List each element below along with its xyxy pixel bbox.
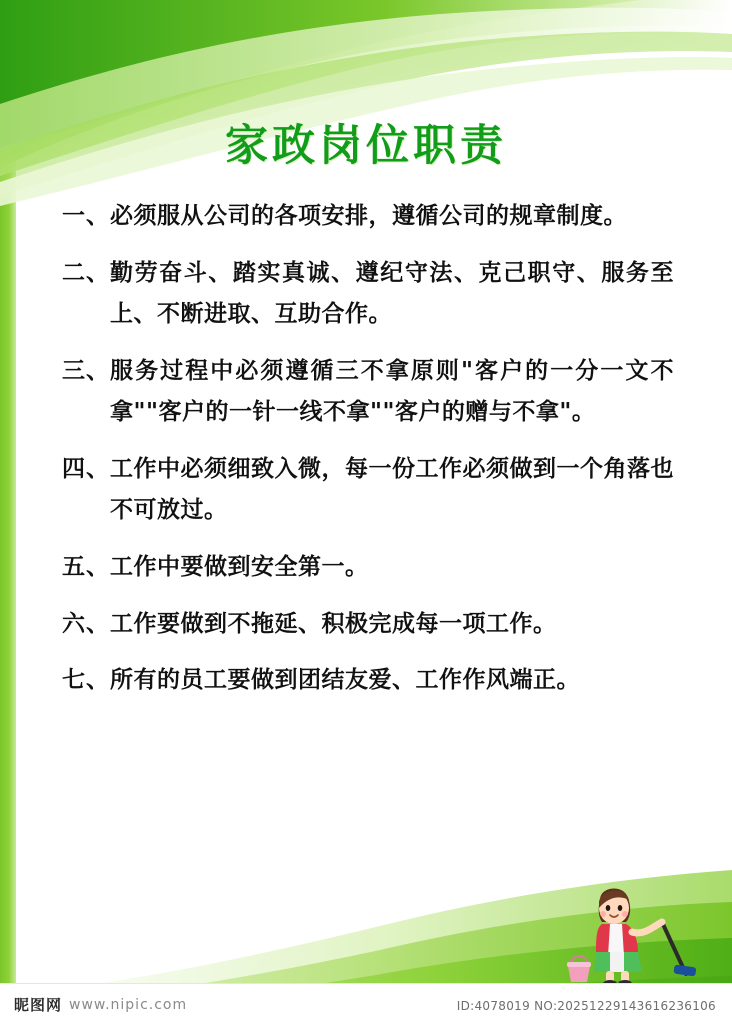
list-item bbox=[62, 351, 674, 433]
list-item-number: 五、 bbox=[62, 553, 110, 580]
bucket-icon bbox=[567, 956, 591, 982]
list-item-number: 六、 bbox=[62, 610, 110, 637]
list-item-text: 必须服从公司的各项安排，遵循公司的规章制度。 bbox=[110, 203, 627, 229]
watermark bbox=[14, 994, 187, 1015]
list-item-text: 所有的员工要做到团结友爱、工作作风端正。 bbox=[110, 667, 580, 694]
list-item-number: 三、 bbox=[62, 357, 110, 384]
list-item bbox=[62, 660, 674, 701]
responsibility-list bbox=[62, 196, 674, 717]
list-item bbox=[62, 253, 674, 335]
maid-cleaning-illustration bbox=[566, 878, 696, 988]
page-title: 家政岗位职责 bbox=[225, 121, 507, 171]
list-item-number: 四、 bbox=[62, 455, 110, 482]
list-item-text: 工作中必须细致入微，每一份工作必须做到一个角落也不可放过。 bbox=[110, 455, 674, 523]
list-item-number: 一、 bbox=[62, 203, 110, 229]
list-item-text: 工作要做到不拖延、积极完成每一项工作。 bbox=[110, 610, 557, 637]
watermark-url: www.nipic.com bbox=[69, 996, 188, 1013]
list-item bbox=[62, 196, 674, 237]
list-item-text: 服务过程中必须遵循三不拿原则"客户的一分一文不拿""客户的一针一线不拿""客户的赠与不拿"。 bbox=[110, 357, 674, 425]
list-item bbox=[62, 604, 674, 645]
top-green-wave-decoration bbox=[0, 0, 732, 210]
list-item bbox=[62, 547, 674, 588]
list-item-number: 二、 bbox=[62, 259, 110, 286]
list-item-text: 工作中要做到安全第一。 bbox=[110, 553, 369, 580]
image-id-text: ID:4078019 NO:20251229143616236106 bbox=[456, 999, 716, 1013]
list-item bbox=[62, 449, 674, 531]
list-item-number: 七、 bbox=[62, 667, 110, 694]
watermark-logo: 昵图网 bbox=[14, 996, 63, 1014]
list-item-text: 勤劳奋斗、踏实真诚、遵纪守法、克己职守、服务至上、不断进取、互助合作。 bbox=[110, 259, 674, 327]
